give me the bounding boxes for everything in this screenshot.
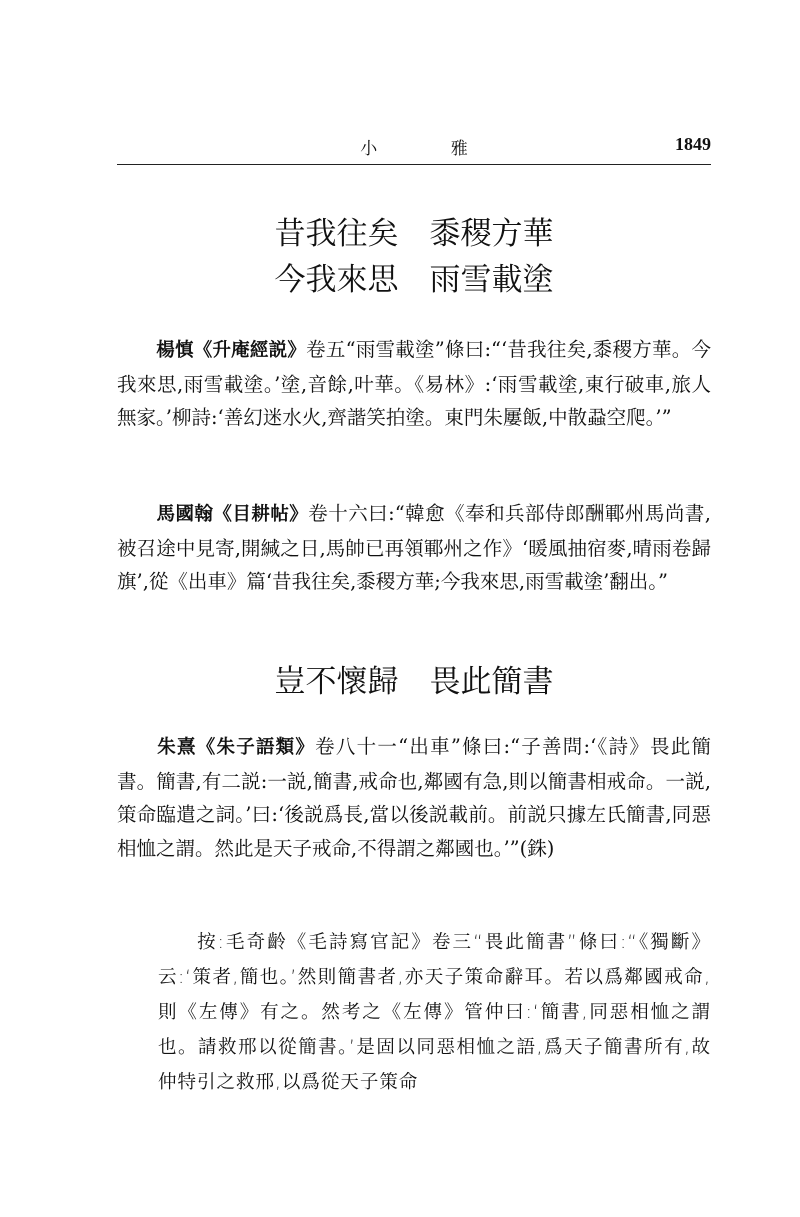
paragraph-text: 卷十六曰:“韓愈《奉和兵部侍郎酬鄆州馬尚書,被召途中見寄,開緘之日,馬帥已再領鄆州之作》‘暖風抽宿麥,晴雨卷歸旗’,從《出車》篇‘昔我往矣,黍稷方華;今我來思,雨雪載塗’翻出。” bbox=[117, 502, 711, 593]
note-text: 按:毛奇齡《毛詩寫官記》卷三“畏此簡書”條曰:“《獨斷》云:‘策者,簡也。’然則簡書者,亦天子策命辭耳。若以爲鄰國戒命,則《左傳》有之。然考之《左傳》管仲曰:‘簡書,同惡相恤之謂也。請救邢以從簡書。’是固以同惡相恤之語,爲天子簡書所有,故仲特引之救邢,以爲從天子策命 bbox=[158, 932, 711, 1093]
paragraph-text: 卷五“雨雪載塗”條曰:“‘昔我往矣,黍稷方華。今我來思,雨雪載塗。’塗,音餘,叶華。《易林》:‘雨雪載塗,東行破車,旅人無家。’柳詩:‘善幻迷水火,齊諧笑拍塗。東門朱屢飯,中散蝨空爬。’” bbox=[117, 338, 711, 429]
paragraph-ma-guohan bbox=[117, 497, 711, 599]
cited-source: 朱熹《朱子語類》 bbox=[156, 737, 316, 758]
header-rule bbox=[117, 164, 711, 165]
paragraph-text: 卷八十一“出車”條曰:“子善問:‘《詩》畏此簡書。簡書,有二説:一説,簡書,戒命也,鄰國有急,則以簡書相戒命。一説,策命臨遣之詞。’曰:‘後説爲長,當以後説載前。前説只據左氏簡書,同惡相恤之謂。然此是天子戒命,不得謂之鄰國也。’”(銖) bbox=[117, 735, 711, 860]
cited-source: 馬國翰《目耕帖》 bbox=[156, 504, 309, 525]
running-head bbox=[117, 128, 711, 164]
section-heading: 豈不懷歸 畏此簡書 bbox=[274, 664, 554, 700]
section-heading-line-1: 昔我往矣 黍稷方華 bbox=[274, 216, 554, 252]
page-number: 1849 bbox=[675, 134, 711, 154]
running-title: 小 雅 bbox=[360, 139, 502, 159]
paragraph-zhu-xi bbox=[117, 730, 711, 865]
paragraph-yang-shen bbox=[117, 333, 711, 435]
cited-source: 楊慎《升庵經説》 bbox=[156, 340, 307, 361]
section-heading-line-2: 今我來思 雨雪載塗 bbox=[274, 262, 554, 298]
editor-note bbox=[158, 925, 711, 1100]
